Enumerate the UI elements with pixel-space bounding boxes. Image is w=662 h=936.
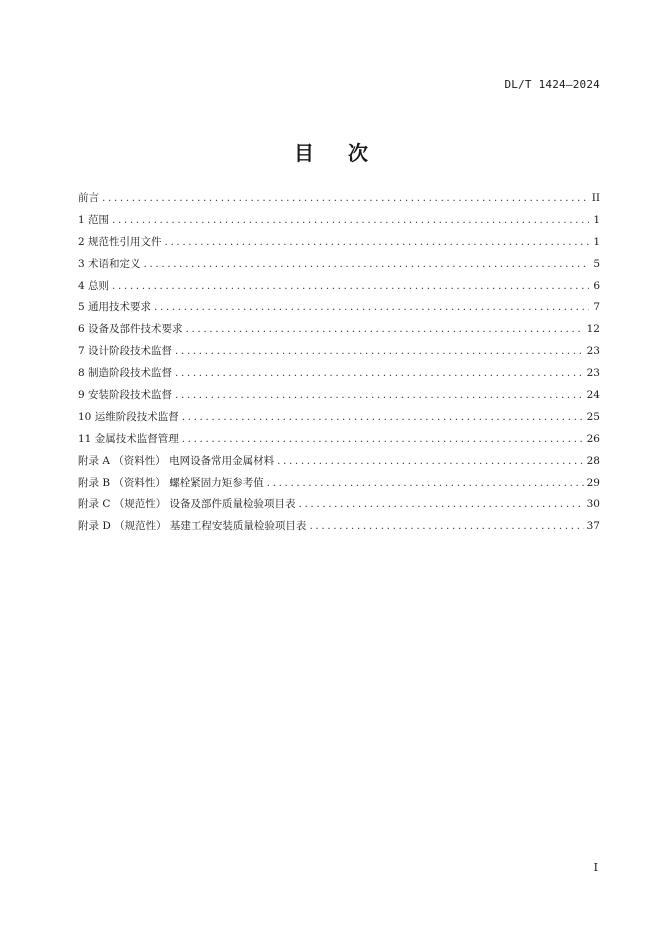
toc-entry-label: 5 通用技术要求 [78, 301, 152, 314]
dot-leader [182, 433, 584, 445]
toc-entry-page: 1 [593, 235, 600, 248]
dot-leader [309, 520, 583, 532]
toc-entry-label: 附录 D （规范性） 基建工程安装质量检验项目表 [78, 520, 307, 533]
toc-entry-label: 4 总则 [78, 279, 110, 292]
dot-leader [112, 214, 589, 226]
toc-entry-installation-stage[interactable] [78, 387, 600, 409]
toc-entry-page: 28 [586, 454, 600, 467]
toc-entry-equipment-requirements[interactable] [78, 321, 600, 343]
toc-entry-metal-supervision[interactable] [78, 431, 600, 453]
table-of-contents [78, 190, 600, 540]
toc-entry-operation-stage[interactable] [78, 409, 600, 431]
toc-entry-page: 25 [586, 410, 600, 423]
toc-entry-page: 1 [593, 213, 600, 226]
toc-entry-page: 37 [586, 520, 600, 533]
page-title: 目次 [294, 141, 402, 165]
document-code: DL/T 1424—2024 [504, 78, 600, 91]
toc-entry-manufacturing-stage[interactable] [78, 365, 600, 387]
toc-entry-page: II [591, 192, 600, 204]
toc-entry-label: 附录 A （资料性） 电网设备常用金属材料 [78, 454, 275, 467]
toc-entry-appendix-c[interactable] [78, 496, 600, 518]
dot-leader [299, 498, 584, 510]
toc-entry-page: 5 [593, 257, 600, 270]
dot-leader [154, 301, 589, 313]
dot-leader [165, 236, 589, 248]
toc-entry-page: 23 [586, 367, 600, 380]
toc-entry-label: 6 设备及部件技术要求 [78, 323, 183, 336]
dot-leader [102, 192, 589, 204]
toc-entry-label: 附录 B （资料性） 螺栓紧固力矩参考值 [78, 476, 264, 489]
toc-entry-label: 1 范围 [78, 213, 110, 226]
toc-entry-page: 12 [586, 323, 600, 336]
toc-entry-appendix-a[interactable] [78, 453, 600, 475]
toc-entry-general[interactable] [78, 278, 600, 300]
toc-entry-label: 10 运维阶段技术监督 [78, 410, 179, 423]
page-number: I [593, 861, 598, 874]
toc-entry-label: 8 制造阶段技术监督 [78, 367, 173, 380]
toc-entry-label: 11 金属技术监督管理 [78, 432, 179, 445]
toc-entry-page: 30 [586, 498, 600, 511]
toc-entry-label: 前言 [78, 192, 99, 204]
toc-entry-page: 26 [586, 432, 600, 445]
toc-entry-terms[interactable] [78, 256, 600, 278]
toc-entry-appendix-b[interactable] [78, 475, 600, 497]
dot-leader [112, 280, 589, 292]
toc-entry-foreword[interactable] [78, 190, 600, 212]
dot-leader [175, 345, 584, 357]
toc-entry-label: 附录 C （规范性） 设备及部件质量检验项目表 [78, 498, 296, 511]
toc-entry-label: 9 安装阶段技术监督 [78, 389, 173, 402]
toc-entry-page: 24 [586, 389, 600, 402]
toc-entry-appendix-d[interactable] [78, 518, 600, 540]
dot-leader [277, 455, 584, 467]
dot-leader [186, 323, 584, 335]
toc-entry-general-requirements[interactable] [78, 299, 600, 321]
toc-entry-page: 29 [586, 476, 600, 489]
toc-entry-label: 7 设计阶段技术监督 [78, 345, 173, 358]
toc-entry-scope[interactable] [78, 212, 600, 234]
toc-entry-label: 3 术语和定义 [78, 257, 141, 270]
dot-leader [175, 367, 584, 379]
toc-entry-page: 6 [593, 279, 600, 292]
toc-entry-page: 23 [586, 345, 600, 358]
dot-leader [267, 477, 584, 489]
toc-entry-design-stage[interactable] [78, 343, 600, 365]
dot-leader [175, 389, 584, 401]
dot-leader [144, 258, 589, 270]
toc-entry-label: 2 规范性引用文件 [78, 235, 162, 248]
dot-leader [182, 411, 584, 423]
toc-entry-page: 7 [593, 301, 600, 314]
toc-entry-normative-references[interactable] [78, 234, 600, 256]
